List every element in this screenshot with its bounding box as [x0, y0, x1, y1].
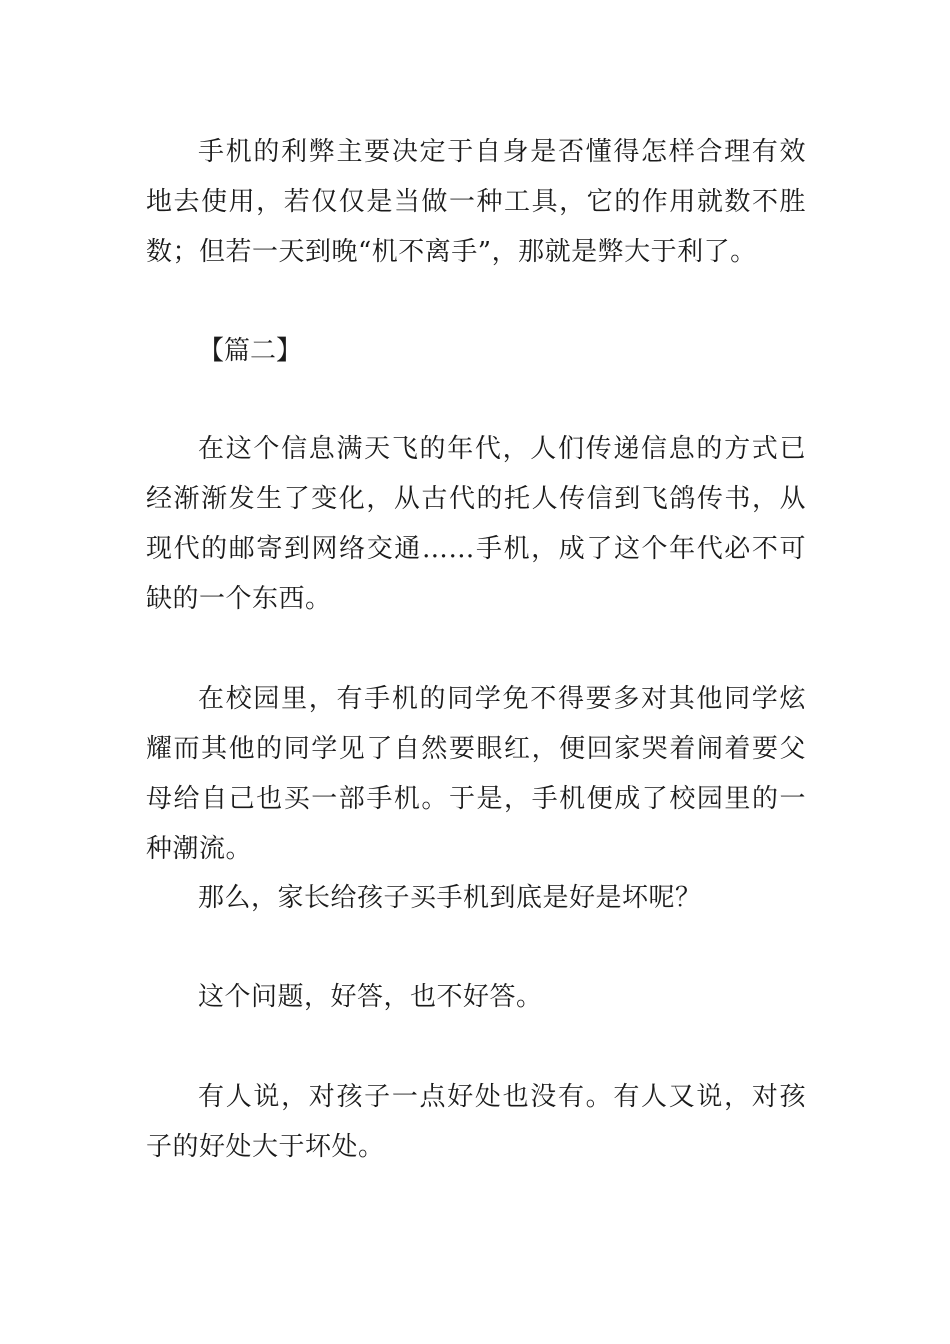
paragraph-phone-pros-cons: 手机的利弊主要决定于自身是否懂得怎样合理有效地去使用，若仅仅是当做一种工具，它的作用就数不胜数；但若一天到晚“机不离手”，那就是弊大于利了。	[146, 137, 806, 267]
paragraph-question: 那么，家长给孩子买手机到底是好是坏呢？	[198, 883, 702, 913]
paragraph-answer: 这个问题，好答，也不好答。	[198, 982, 543, 1012]
section-heading-part-two: 【篇二】	[198, 336, 303, 366]
paragraph-campus-trend: 在校园里，有手机的同学免不得要多对其他同学炫耀而其他的同学见了自然要眼红，便回家哭着闹着要父母给自己也买一部手机。于是，手机便成了校园里的一种潮流。	[146, 684, 806, 864]
paragraph-opinions: 有人说，对孩子一点好处也没有。有人又说，对孩子的好处大于坏处。	[146, 1082, 806, 1162]
paragraph-information-age: 在这个信息满天飞的年代，人们传递信息的方式已经渐渐发生了变化，从古代的托人传信到飞鸽传书，从现代的邮寄到网络交通……手机，成了这个年代必不可缺的一个东西。	[146, 434, 806, 614]
